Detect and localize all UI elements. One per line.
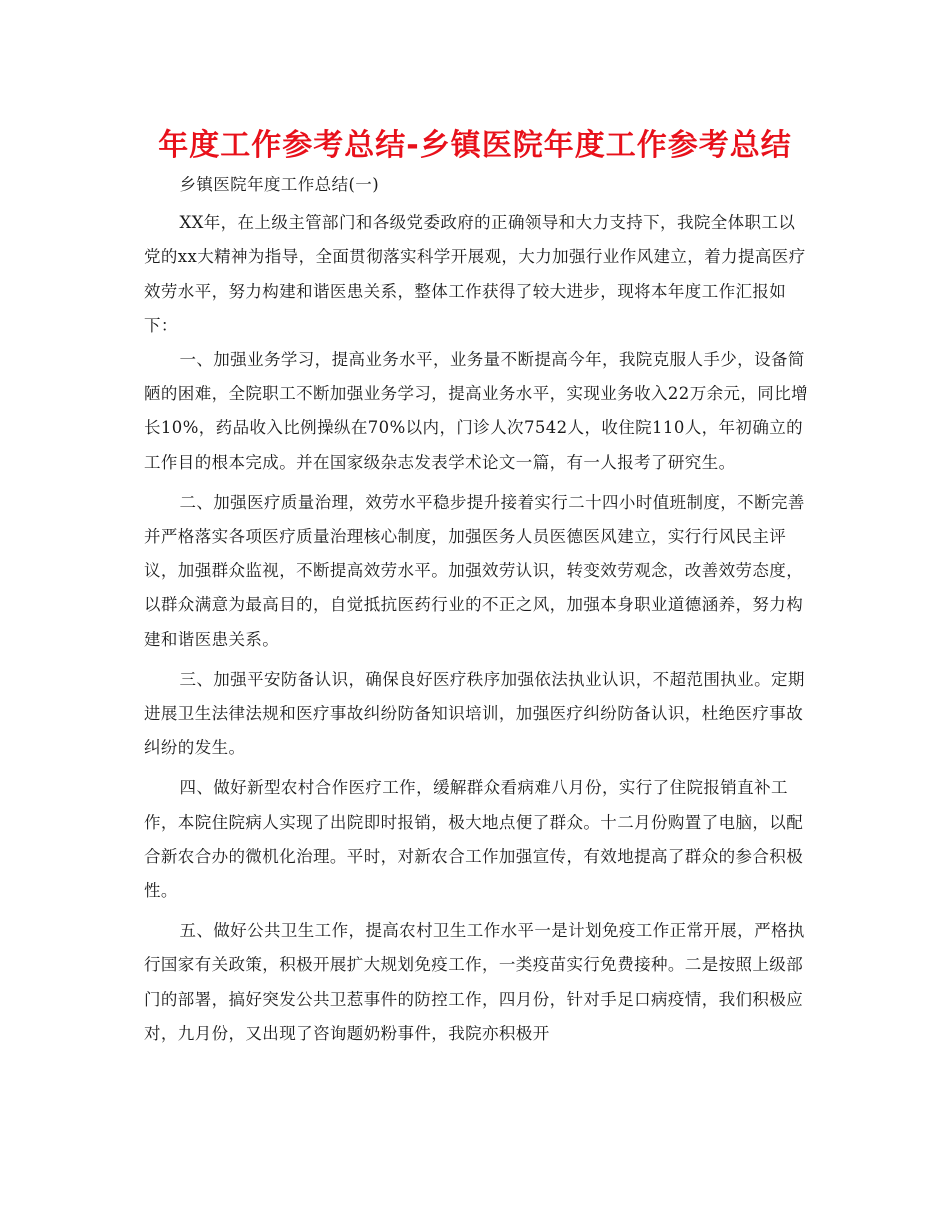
paragraph-section-1: 一、加强业务学习，提高业务水平，业务量不断提高今年，我院克服人手少，设备简陋的困难，全院职工不断加强业务学习，提高业务水平，实现业务收入22万余元，同比增长10%，药品收入比例操纵在70%以内，门诊人次7542人，收住院110人，年初确立的工作目的根本完成。并在国家级杂志发表学术论文一篇，有一人报考了研究生。 [144,350,808,472]
paragraph-section-5: 五、做好公共卫生工作，提高农村卫生工作水平一是计划免疫工作正常开展，严格执行国家有关政策，积极开展扩大规划免疫工作，一类疫苗实行免费接种。二是按照上级部门的部署，搞好突发公共卫惹事件的防控工作，四月份，针对手足口病疫情，我们积极应对，九月份，又出现了咨询题奶粉事件，我院亦积极开 [144,921,805,1043]
document-title: 年度工作参考总结-乡镇医院年度工作参考总结 [158,128,792,163]
paragraph-section-3: 三、加强平安防备认识，确保良好医疗秩序加强依法执业认识，不超范围执业。定期进展卫生法律法规和医疗事故纠纷防备知识培训，加强医疗纠纷防备认识，杜绝医疗事故纠纷的发生。 [144,669,805,758]
paragraph-section-4: 四、做好新型农村合作医疗工作，缓解群众看病难八月份，实行了住院报销直补工作，本院住院病人实现了出院即时报销，极大地点便了群众。十二月份购置了电脑，以配合新农合办的微机化治理。平时，对新农合工作加强宣传，有效地提高了群众的参合积极性。 [144,778,804,901]
document-body [144,168,809,1051]
paragraph-section-2: 二、加强医疗质量治理，效劳水平稳步提升接着实行二十四小时值班制度，不断完善并严格落实各项医疗质量治理核心制度，加强医务人员医德医风建立，实行行风民主评议，加强群众监视，不断提高效劳水平。加强效劳认识，转变效劳观念，改善效劳态度，以群众满意为最高目的，自觉抵抗医药行业的不正之风，加强本身职业道德涵养，努力构建和谐医患关系。 [144,492,805,649]
document-subtitle: 乡镇医院年度工作总结(一) [179,175,380,194]
paragraph-intro: XX年，在上级主管部门和各级党委政府的正确领导和大力支持下，我院全体职工以党的xx大精神为指导，全面贯彻落实科学开展观，大力加强行业作风建立，着力提高医疗效劳水平，努力构建和谐医患关系，整体工作获得了较大进步，现将本年度工作汇报如下： [144,213,806,335]
